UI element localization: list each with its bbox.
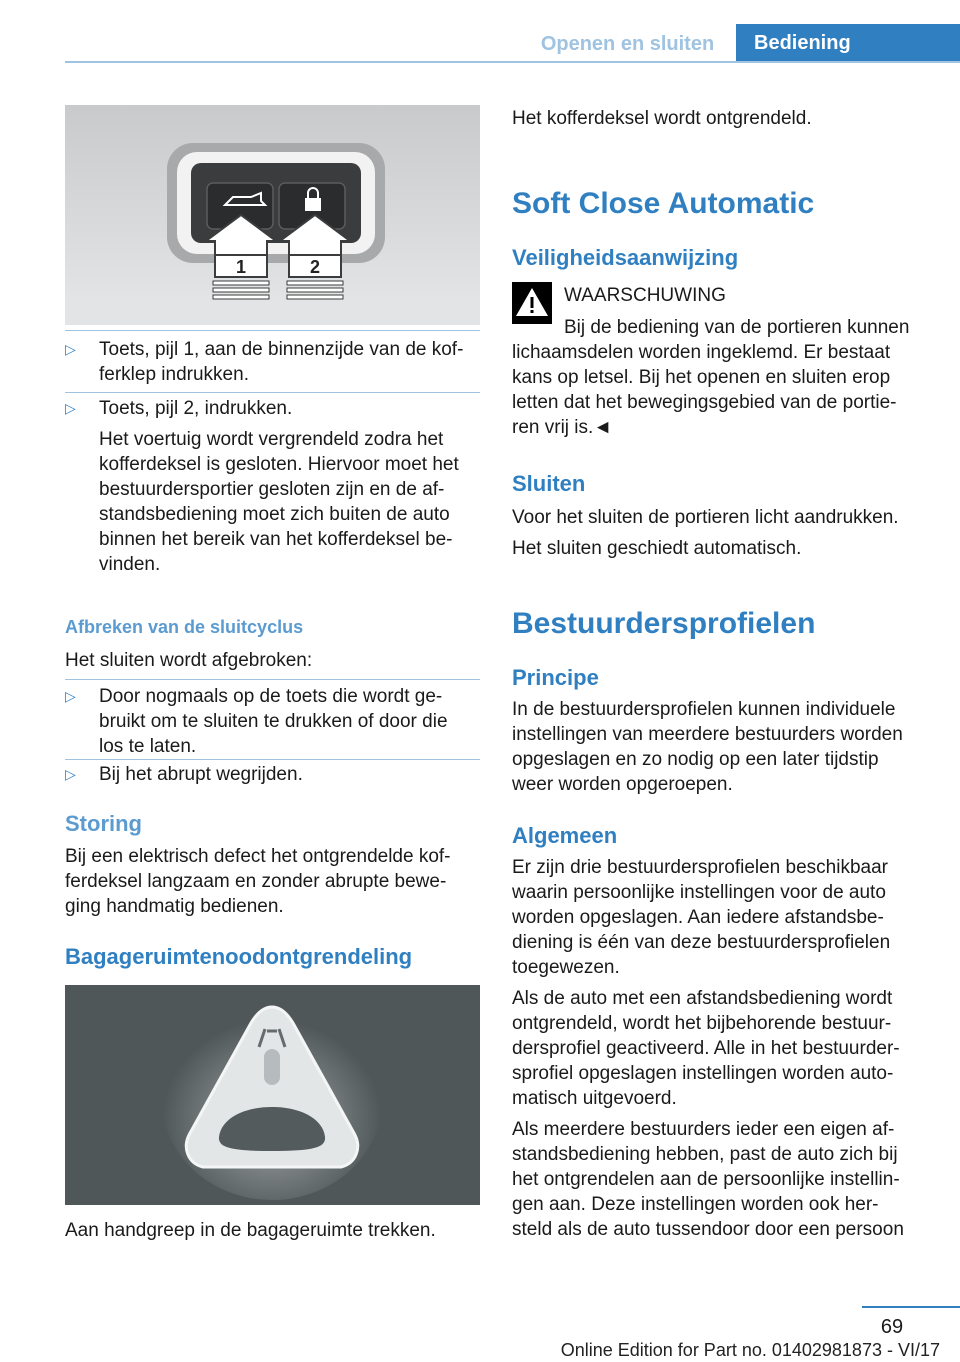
profiles-heading: Bestuurdersprofielen: [512, 607, 816, 640]
emergency-handle-svg: [65, 985, 480, 1205]
principle-text: In de bestuurdersprofielen kunnen individuele instellingen van meerdere bestuurders worden opgeslagen en zo nodig op een later tijdstip weer worden opgeroepen.: [512, 699, 903, 795]
triangle-bullet-icon: ▷: [65, 400, 76, 416]
close-text: Voor het sluiten de portieren licht aandrukken. Het sluiten geschiedt automatisch.: [512, 507, 899, 559]
triangle-bullet-icon: ▷: [65, 341, 76, 357]
emergency-text: Aan handgreep in de bagageruimte trekken.: [65, 1220, 436, 1241]
general-text: Er zijn drie bestuurdersprofielen beschikbaar waarin persoonlijke instellingen voor de auto worden opgeslagen. Aan iedere afstandsbe- diening is één van deze bestuurdersprofielen toegewezen. Als de auto met een afstandsbediening wordt ontgrendeld, wordt het bijbehorende bestuur- dersprofiel geactiveerd. Alle in het bestuurder- sprofiel opgeslagen instellingen worden auto- matisch uitgevoerd. Als meerdere bestuurders ieder een eigen af- standsbediening hebben, past de auto zich bij het ontgrendelen aan de persoonlijke instellin- gen aan. Deze instellingen worden ook her- steld als de auto tussendoor door een persoon: [512, 857, 904, 1240]
trunk-buttons-illustration: [65, 105, 480, 325]
edition-footer: Online Edition for Part no. 01402981873 - VI/17: [560, 1340, 940, 1360]
warning-label: WAARSCHUWING: [564, 285, 726, 306]
header-section-tab: Openen en sluiten: [540, 33, 715, 55]
page-number: 69: [880, 1316, 904, 1338]
warning-text-line-1: Bij de bediening van de portieren kunnen: [564, 317, 910, 338]
general-heading: Algemeen: [512, 823, 618, 848]
list-divider: [65, 679, 480, 680]
emergency-heading: Bagageruimtenoodontgrendeling: [65, 944, 413, 969]
step-1: Toets, pijl 1, aan de binnenzijde van de kof- ferklep indrukken.: [99, 339, 464, 385]
principle-heading: Principe: [512, 665, 599, 690]
list-divider: [65, 759, 480, 760]
safety-heading: Veiligheidsaanwijzing: [512, 245, 739, 270]
trunk-buttons-svg: [65, 105, 480, 325]
abort-item-1: Door nogmaals op de toets die wordt ge- bruikt om te sluiten te drukken of door die los te laten.: [99, 686, 448, 757]
page-number-rule: [862, 1306, 960, 1308]
emergency-release-illustration: [65, 985, 480, 1205]
soft-close-heading: Soft Close Automatic: [512, 187, 815, 220]
step-2: Toets, pijl 2, indrukken. Het voertuig wordt vergrendeld zodra het kofferdeksel is gesloten. Hiervoor moet het bestuurdersportier gesloten zijn en de af- standsbediening moet zich buiten de auto binnen het bereik van het kofferdeksel be- vinden.: [99, 398, 459, 575]
unlock-note: Het kofferdeksel wordt ontgrendeld.: [512, 108, 812, 129]
warning-triangle-icon: [512, 282, 552, 324]
fault-heading: Storing: [65, 811, 142, 836]
triangle-bullet-icon: ▷: [65, 688, 76, 704]
list-divider: [65, 330, 480, 331]
list-divider: [65, 392, 480, 393]
triangle-bullet-icon: ▷: [65, 766, 76, 782]
fault-text: Bij een elektrisch defect het ontgrendelde kof- ferdeksel langzaam en zonder abrupte bewe- ging handmatig bedienen.: [65, 846, 451, 917]
abort-intro: Het sluiten wordt afgebroken:: [65, 650, 313, 671]
abort-item-2: Bij het abrupt wegrijden.: [99, 764, 303, 785]
abort-heading: Afbreken van de sluitcyclus: [65, 617, 304, 637]
close-heading: Sluiten: [512, 471, 586, 496]
arrow-label-1: 1: [235, 257, 247, 277]
header-rule: [65, 61, 960, 63]
header-chapter-tab: Bediening: [736, 24, 960, 62]
warning-text: lichaamsdelen worden ingeklemd. Er bestaat kans op letsel. Bij het openen en sluiten erop letten dat het bewegingsgebied van de portie- ren vrij is.◄: [512, 342, 897, 438]
arrow-label-2: 2: [309, 257, 321, 277]
